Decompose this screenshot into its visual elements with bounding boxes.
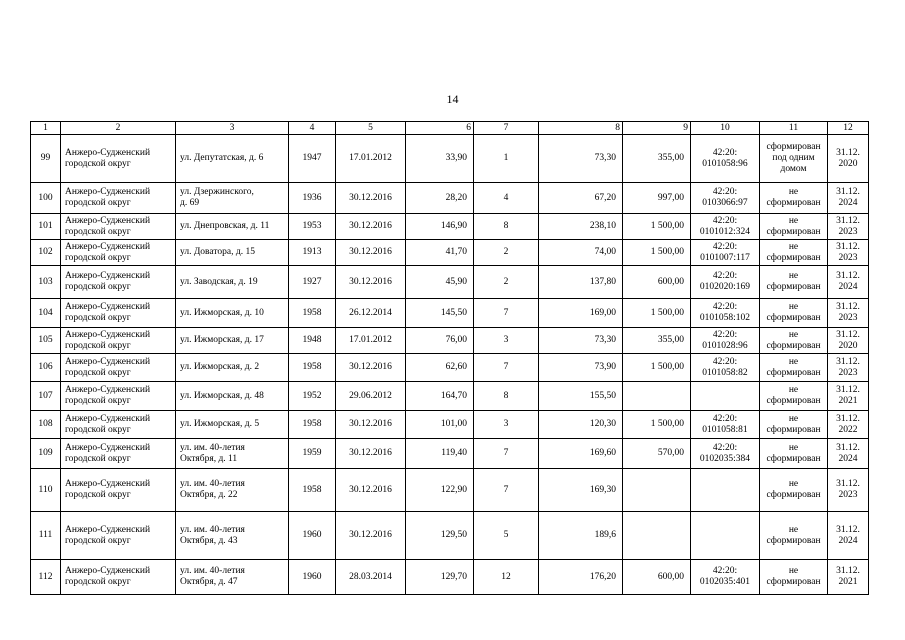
row-number-cell: 110 — [31, 469, 61, 512]
total-area-cell: 73,30 — [539, 135, 623, 183]
address-cell: ул. им. 40-летия Октября, д. 22 — [176, 469, 289, 512]
column-header-1: 1 — [31, 122, 61, 135]
land-status-cell: не сформирован — [760, 560, 828, 595]
living-area-cell: 145,50 — [406, 299, 474, 328]
municipality-cell: Анжеро-Судженский городской округ — [61, 411, 176, 439]
address-cell: ул. Днепровская, д. 11 — [176, 214, 289, 240]
page-number: 14 — [446, 92, 459, 106]
total-area-cell: 120,30 — [539, 411, 623, 439]
table-row — [31, 299, 869, 328]
residents-count-cell: 7 — [474, 299, 539, 328]
build-year-cell: 1948 — [289, 328, 336, 354]
amount-cell: 1 500,00 — [623, 240, 691, 266]
build-year-cell: 1960 — [289, 512, 336, 560]
row-number-cell: 107 — [31, 382, 61, 411]
build-year-cell: 1958 — [289, 469, 336, 512]
deadline-cell: 31.12. 2024 — [828, 266, 869, 299]
amount-cell: 997,00 — [623, 183, 691, 214]
table-row — [31, 354, 869, 382]
address-cell: ул. Дзержинского, д. 69 — [176, 183, 289, 214]
land-status-cell: не сформирован — [760, 439, 828, 469]
row-number-cell: 112 — [31, 560, 61, 595]
build-year-cell: 1947 — [289, 135, 336, 183]
column-header-2: 2 — [61, 122, 176, 135]
build-year-cell: 1953 — [289, 214, 336, 240]
date-cell: 30.12.2016 — [336, 411, 406, 439]
deadline-cell: 31.12. 2020 — [828, 328, 869, 354]
row-number-cell: 108 — [31, 411, 61, 439]
cadastral-number-cell — [691, 469, 760, 512]
residents-count-cell: 1 — [474, 135, 539, 183]
amount-cell: 600,00 — [623, 560, 691, 595]
municipality-cell: Анжеро-Судженский городской округ — [61, 354, 176, 382]
date-cell: 30.12.2016 — [336, 512, 406, 560]
land-status-cell: не сформирован — [760, 328, 828, 354]
table-row — [31, 266, 869, 299]
address-cell: ул. Доватора, д. 15 — [176, 240, 289, 266]
total-area-cell: 169,60 — [539, 439, 623, 469]
municipality-cell: Анжеро-Судженский городской округ — [61, 299, 176, 328]
total-area-cell: 74,00 — [539, 240, 623, 266]
deadline-cell: 31.12. 2021 — [828, 382, 869, 411]
cadastral-number-cell: 42:20: 0101058:81 — [691, 411, 760, 439]
date-cell: 30.12.2016 — [336, 240, 406, 266]
amount-cell: 1 500,00 — [623, 354, 691, 382]
residents-count-cell: 2 — [474, 240, 539, 266]
deadline-cell: 31.12. 2024 — [828, 439, 869, 469]
date-cell: 30.12.2016 — [336, 214, 406, 240]
cadastral-number-cell: 42:20: 0101012:324 — [691, 214, 760, 240]
amount-cell — [623, 469, 691, 512]
land-status-cell: не сформирован — [760, 382, 828, 411]
amount-cell — [623, 382, 691, 411]
residents-count-cell: 7 — [474, 439, 539, 469]
column-header-8: 8 — [539, 122, 623, 135]
date-cell: 17.01.2012 — [336, 328, 406, 354]
total-area-cell: 189,6 — [539, 512, 623, 560]
living-area-cell: 146,90 — [406, 214, 474, 240]
total-area-cell: 73,90 — [539, 354, 623, 382]
build-year-cell: 1958 — [289, 299, 336, 328]
total-area-cell: 238,10 — [539, 214, 623, 240]
deadline-cell: 31.12. 2021 — [828, 560, 869, 595]
residents-count-cell: 4 — [474, 183, 539, 214]
address-cell: ул. Ижморская, д. 48 — [176, 382, 289, 411]
living-area-cell: 62,60 — [406, 354, 474, 382]
address-cell: ул. им. 40-летия Октября, д. 43 — [176, 512, 289, 560]
cadastral-number-cell: 42:20: 0101058:96 — [691, 135, 760, 183]
residents-count-cell: 12 — [474, 560, 539, 595]
column-header-4: 4 — [289, 122, 336, 135]
residents-count-cell: 5 — [474, 512, 539, 560]
row-number-cell: 102 — [31, 240, 61, 266]
row-number-cell: 105 — [31, 328, 61, 354]
build-year-cell: 1927 — [289, 266, 336, 299]
table-row — [31, 183, 869, 214]
municipality-cell: Анжеро-Судженский городской округ — [61, 560, 176, 595]
table-row — [31, 411, 869, 439]
land-status-cell: не сформирован — [760, 354, 828, 382]
living-area-cell: 76,00 — [406, 328, 474, 354]
living-area-cell: 129,70 — [406, 560, 474, 595]
date-cell: 30.12.2016 — [336, 354, 406, 382]
amount-cell: 570,00 — [623, 439, 691, 469]
column-header-10: 10 — [691, 122, 760, 135]
land-status-cell: сформирован под одним домом — [760, 135, 828, 183]
cadastral-number-cell: 42:20: 0101058:102 — [691, 299, 760, 328]
deadline-cell: 31.12. 2020 — [828, 135, 869, 183]
living-area-cell: 101,00 — [406, 411, 474, 439]
column-header-5: 5 — [336, 122, 406, 135]
deadline-cell: 31.12. 2023 — [828, 214, 869, 240]
date-cell: 26.12.2014 — [336, 299, 406, 328]
table-row — [31, 560, 869, 595]
living-area-cell: 45,90 — [406, 266, 474, 299]
date-cell: 30.12.2016 — [336, 266, 406, 299]
land-status-cell: не сформирован — [760, 299, 828, 328]
column-header-9: 9 — [623, 122, 691, 135]
living-area-cell: 122,90 — [406, 469, 474, 512]
date-cell: 30.12.2016 — [336, 469, 406, 512]
amount-cell: 1 500,00 — [623, 214, 691, 240]
land-status-cell: не сформирован — [760, 240, 828, 266]
column-header-6: 6 — [406, 122, 474, 135]
residents-count-cell: 2 — [474, 266, 539, 299]
residents-count-cell: 8 — [474, 214, 539, 240]
cadastral-number-cell: 42:20: 0101058:82 — [691, 354, 760, 382]
cadastral-number-cell — [691, 512, 760, 560]
build-year-cell: 1959 — [289, 439, 336, 469]
amount-cell — [623, 512, 691, 560]
date-cell: 30.12.2016 — [336, 183, 406, 214]
living-area-cell: 119,40 — [406, 439, 474, 469]
cadastral-number-cell: 42:20: 0102035:401 — [691, 560, 760, 595]
table-row — [31, 135, 869, 183]
amount-cell: 355,00 — [623, 328, 691, 354]
table-row — [31, 439, 869, 469]
header-row — [31, 122, 869, 135]
table-row — [31, 328, 869, 354]
land-status-cell: не сформирован — [760, 469, 828, 512]
row-number-cell: 106 — [31, 354, 61, 382]
cadastral-number-cell: 42:20: 0103066:97 — [691, 183, 760, 214]
deadline-cell: 31.12. 2023 — [828, 354, 869, 382]
address-cell: ул. Ижморская, д. 17 — [176, 328, 289, 354]
date-cell: 17.01.2012 — [336, 135, 406, 183]
deadline-cell: 31.12. 2022 — [828, 411, 869, 439]
amount-cell: 600,00 — [623, 266, 691, 299]
column-header-12: 12 — [828, 122, 869, 135]
residents-count-cell: 7 — [474, 469, 539, 512]
total-area-cell: 169,00 — [539, 299, 623, 328]
address-cell: ул. Заводская, д. 19 — [176, 266, 289, 299]
table-row — [31, 382, 869, 411]
address-cell: ул. Ижморская, д. 2 — [176, 354, 289, 382]
cadastral-number-cell: 42:20: 0101028:96 — [691, 328, 760, 354]
residents-count-cell: 8 — [474, 382, 539, 411]
row-number-cell: 104 — [31, 299, 61, 328]
total-area-cell: 67,20 — [539, 183, 623, 214]
row-number-cell: 99 — [31, 135, 61, 183]
deadline-cell: 31.12. 2024 — [828, 183, 869, 214]
amount-cell: 1 500,00 — [623, 299, 691, 328]
build-year-cell: 1913 — [289, 240, 336, 266]
municipality-cell: Анжеро-Судженский городской округ — [61, 512, 176, 560]
land-status-cell: не сформирован — [760, 183, 828, 214]
total-area-cell: 137,80 — [539, 266, 623, 299]
land-status-cell: не сформирован — [760, 214, 828, 240]
date-cell: 28.03.2014 — [336, 560, 406, 595]
total-area-cell: 155,50 — [539, 382, 623, 411]
cadastral-number-cell: 42:20: 0102020:169 — [691, 266, 760, 299]
column-header-11: 11 — [760, 122, 828, 135]
amount-cell: 355,00 — [623, 135, 691, 183]
build-year-cell: 1958 — [289, 354, 336, 382]
deadline-cell: 31.12. 2023 — [828, 299, 869, 328]
cadastral-number-cell — [691, 382, 760, 411]
land-status-cell: не сформирован — [760, 512, 828, 560]
municipality-cell: Анжеро-Судженский городской округ — [61, 240, 176, 266]
living-area-cell: 164,70 — [406, 382, 474, 411]
deadline-cell: 31.12. 2024 — [828, 512, 869, 560]
table-row — [31, 214, 869, 240]
date-cell: 29.06.2012 — [336, 382, 406, 411]
total-area-cell: 176,20 — [539, 560, 623, 595]
address-cell: ул. им. 40-летия Октября, д. 11 — [176, 439, 289, 469]
deadline-cell: 31.12. 2023 — [828, 469, 869, 512]
build-year-cell: 1960 — [289, 560, 336, 595]
table-row — [31, 240, 869, 266]
build-year-cell: 1952 — [289, 382, 336, 411]
municipality-cell: Анжеро-Судженский городской округ — [61, 135, 176, 183]
municipality-cell: Анжеро-Судженский городской округ — [61, 266, 176, 299]
row-number-cell: 100 — [31, 183, 61, 214]
living-area-cell: 41,70 — [406, 240, 474, 266]
residents-count-cell: 7 — [474, 354, 539, 382]
municipality-cell: Анжеро-Судженский городской округ — [61, 439, 176, 469]
build-year-cell: 1958 — [289, 411, 336, 439]
row-number-cell: 101 — [31, 214, 61, 240]
build-year-cell: 1936 — [289, 183, 336, 214]
residents-count-cell: 3 — [474, 411, 539, 439]
row-number-cell: 109 — [31, 439, 61, 469]
residents-count-cell: 3 — [474, 328, 539, 354]
municipality-cell: Анжеро-Судженский городской округ — [61, 214, 176, 240]
municipality-cell: Анжеро-Судженский городской округ — [61, 382, 176, 411]
land-status-cell: не сформирован — [760, 411, 828, 439]
cadastral-number-cell: 42:20: 0101007:117 — [691, 240, 760, 266]
land-status-cell: не сформирован — [760, 266, 828, 299]
total-area-cell: 73,30 — [539, 328, 623, 354]
table-row — [31, 469, 869, 512]
address-cell: ул. Ижморская, д. 10 — [176, 299, 289, 328]
total-area-cell: 169,30 — [539, 469, 623, 512]
row-number-cell: 103 — [31, 266, 61, 299]
municipality-cell: Анжеро-Судженский городской округ — [61, 183, 176, 214]
date-cell: 30.12.2016 — [336, 439, 406, 469]
living-area-cell: 28,20 — [406, 183, 474, 214]
column-header-3: 3 — [176, 122, 289, 135]
address-cell: ул. Депутатская, д. 6 — [176, 135, 289, 183]
living-area-cell: 33,90 — [406, 135, 474, 183]
register-table — [30, 121, 869, 595]
living-area-cell: 129,50 — [406, 512, 474, 560]
municipality-cell: Анжеро-Судженский городской округ — [61, 328, 176, 354]
row-number-cell: 111 — [31, 512, 61, 560]
address-cell: ул. им. 40-летия Октября, д. 47 — [176, 560, 289, 595]
column-header-7: 7 — [474, 122, 539, 135]
amount-cell: 1 500,00 — [623, 411, 691, 439]
table-row — [31, 512, 869, 560]
cadastral-number-cell: 42:20: 0102035:384 — [691, 439, 760, 469]
municipality-cell: Анжеро-Судженский городской округ — [61, 469, 176, 512]
address-cell: ул. Ижморская, д. 5 — [176, 411, 289, 439]
deadline-cell: 31.12. 2023 — [828, 240, 869, 266]
